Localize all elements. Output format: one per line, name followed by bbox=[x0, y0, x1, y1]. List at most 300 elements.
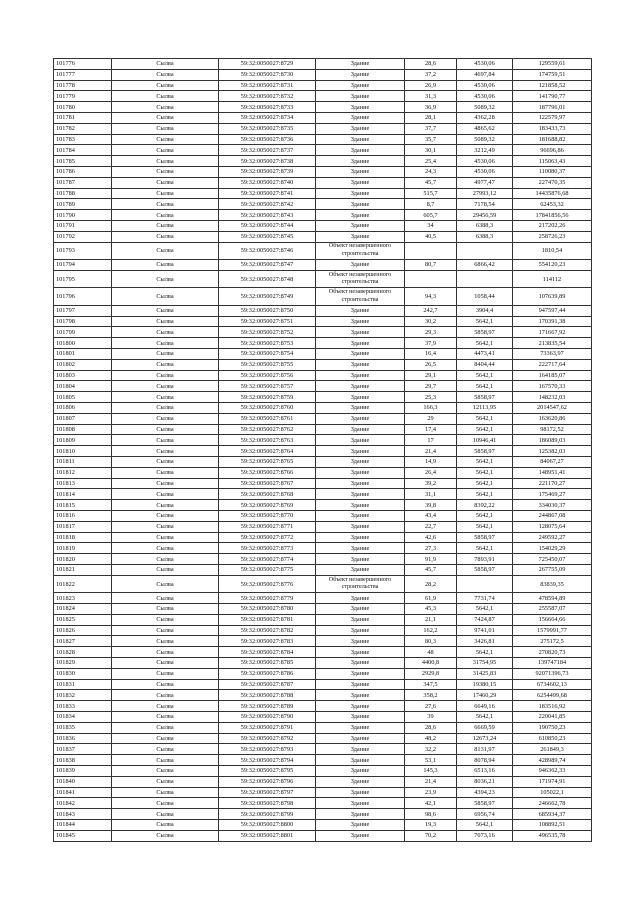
cadastral-number-cell: 59:32:0050027:8770 bbox=[219, 510, 316, 521]
row-number-cell: 101818 bbox=[54, 532, 112, 543]
locality-cell: Сылва bbox=[112, 625, 219, 636]
unit-value-cell: 5858,97 bbox=[457, 446, 513, 457]
locality-cell: Сылва bbox=[112, 424, 219, 435]
document-page bbox=[53, 58, 591, 842]
cadastral-number-cell: 59:32:0050027:8765 bbox=[219, 457, 316, 468]
row-number-cell: 101829 bbox=[54, 658, 112, 669]
cadastral-value-cell: 478594,89 bbox=[513, 593, 592, 604]
unit-value-cell: 5642,1 bbox=[457, 424, 513, 435]
cadastral-number-cell: 59:32:0050027:8751 bbox=[219, 316, 316, 327]
row-number-cell: 101817 bbox=[54, 521, 112, 532]
area-cell: 4400,8 bbox=[405, 658, 457, 669]
cadastral-number-cell: 59:32:0050027:8767 bbox=[219, 478, 316, 489]
unit-value-cell: 4530,06 bbox=[457, 59, 513, 70]
table-row bbox=[54, 636, 592, 647]
object-type-cell: Здание bbox=[316, 766, 405, 777]
cadastral-value-cell: 725450,07 bbox=[513, 554, 592, 565]
row-number-cell: 101826 bbox=[54, 625, 112, 636]
unit-value-cell: 6388,3 bbox=[457, 220, 513, 231]
cadastral-number-cell: 59:32:0050027:8781 bbox=[219, 614, 316, 625]
cadastral-number-cell: 59:32:0050027:8739 bbox=[219, 166, 316, 177]
unit-value-cell: 17460,29 bbox=[457, 690, 513, 701]
cadastral-number-cell: 59:32:0050027:8756 bbox=[219, 370, 316, 381]
cadastral-value-cell: 84067,27 bbox=[513, 457, 592, 468]
table-row bbox=[54, 554, 592, 565]
object-type-cell: Здание bbox=[316, 424, 405, 435]
object-type-cell: Здание bbox=[316, 435, 405, 446]
row-number-cell: 101785 bbox=[54, 156, 112, 167]
table-row bbox=[54, 722, 592, 733]
area-cell: 2929,8 bbox=[405, 668, 457, 679]
object-type-cell: Здание bbox=[316, 809, 405, 820]
cadastral-value-table bbox=[53, 58, 592, 842]
cadastral-number-cell: 59:32:0050027:8762 bbox=[219, 424, 316, 435]
area-cell: 24,3 bbox=[405, 166, 457, 177]
cadastral-value-cell: 170391,38 bbox=[513, 316, 592, 327]
unit-value-cell: 6388,3 bbox=[457, 231, 513, 242]
table-row bbox=[54, 210, 592, 221]
row-number-cell: 101794 bbox=[54, 260, 112, 271]
row-number-cell: 101836 bbox=[54, 733, 112, 744]
object-type-cell: Здание bbox=[316, 679, 405, 690]
unit-value-cell: 5089,32 bbox=[457, 102, 513, 113]
object-type-cell: Здание bbox=[316, 80, 405, 91]
unit-value-cell: 5642,1 bbox=[457, 543, 513, 554]
row-number-cell: 101822 bbox=[54, 575, 112, 593]
row-number-cell: 101840 bbox=[54, 776, 112, 787]
table-row bbox=[54, 809, 592, 820]
area-cell: 242,7 bbox=[405, 305, 457, 316]
unit-value-cell: 5642,1 bbox=[457, 370, 513, 381]
cadastral-value-cell: 110080,37 bbox=[513, 166, 592, 177]
area-cell: 29,1 bbox=[405, 370, 457, 381]
row-number-cell: 101825 bbox=[54, 614, 112, 625]
object-type-cell: Здание bbox=[316, 381, 405, 392]
cadastral-value-cell: 129559,61 bbox=[513, 59, 592, 70]
locality-cell: Сылва bbox=[112, 766, 219, 777]
row-number-cell: 101813 bbox=[54, 478, 112, 489]
row-number-cell: 101805 bbox=[54, 392, 112, 403]
area-cell: 35,7 bbox=[405, 134, 457, 145]
object-type-cell: Здание bbox=[316, 701, 405, 712]
locality-cell: Сылва bbox=[112, 564, 219, 575]
cadastral-number-cell: 59:32:0050027:8737 bbox=[219, 145, 316, 156]
locality-cell: Сылва bbox=[112, 446, 219, 457]
table-row bbox=[54, 177, 592, 188]
table-row bbox=[54, 521, 592, 532]
row-number-cell: 101801 bbox=[54, 349, 112, 360]
cadastral-number-cell: 59:32:0050027:8798 bbox=[219, 798, 316, 809]
locality-cell: Сылва bbox=[112, 679, 219, 690]
area-cell: 80,3 bbox=[405, 636, 457, 647]
cadastral-number-cell: 59:32:0050027:8744 bbox=[219, 220, 316, 231]
locality-cell: Сылва bbox=[112, 593, 219, 604]
cadastral-value-cell: 947597,44 bbox=[513, 305, 592, 316]
object-type-cell: Здание bbox=[316, 231, 405, 242]
locality-cell: Сылва bbox=[112, 199, 219, 210]
locality-cell: Сылва bbox=[112, 755, 219, 766]
row-number-cell: 101803 bbox=[54, 370, 112, 381]
cadastral-value-cell: 154029,29 bbox=[513, 543, 592, 554]
row-number-cell: 101814 bbox=[54, 489, 112, 500]
cadastral-number-cell: 59:32:0050027:8748 bbox=[219, 270, 316, 288]
unit-value-cell: 5858,97 bbox=[457, 564, 513, 575]
table-row bbox=[54, 91, 592, 102]
unit-value-cell: 7073,16 bbox=[457, 830, 513, 841]
locality-cell: Сылва bbox=[112, 809, 219, 820]
table-row bbox=[54, 288, 592, 306]
object-type-cell: Здание bbox=[316, 199, 405, 210]
cadastral-number-cell: 59:32:0050027:8731 bbox=[219, 80, 316, 91]
locality-cell: Сылва bbox=[112, 467, 219, 478]
row-number-cell: 101788 bbox=[54, 188, 112, 199]
locality-cell: Сылва bbox=[112, 102, 219, 113]
area-cell: 91,9 bbox=[405, 554, 457, 565]
unit-value-cell: 6866,42 bbox=[457, 260, 513, 271]
row-number-cell: 101811 bbox=[54, 457, 112, 468]
locality-cell: Сылва bbox=[112, 327, 219, 338]
cadastral-number-cell: 59:32:0050027:8801 bbox=[219, 830, 316, 841]
locality-cell: Сылва bbox=[112, 370, 219, 381]
area-cell: 70,2 bbox=[405, 830, 457, 841]
row-number-cell: 101790 bbox=[54, 210, 112, 221]
locality-cell: Сылва bbox=[112, 359, 219, 370]
locality-cell: Сылва bbox=[112, 381, 219, 392]
row-number-cell: 101808 bbox=[54, 424, 112, 435]
table-row bbox=[54, 658, 592, 669]
cadastral-number-cell: 59:32:0050027:8742 bbox=[219, 199, 316, 210]
cadastral-value-cell: 246662,78 bbox=[513, 798, 592, 809]
object-type-cell: Здание bbox=[316, 500, 405, 511]
locality-cell: Сылва bbox=[112, 457, 219, 468]
object-type-cell: Здание bbox=[316, 776, 405, 787]
object-type-cell: Здание bbox=[316, 489, 405, 500]
locality-cell: Сылва bbox=[112, 744, 219, 755]
cadastral-number-cell: 59:32:0050027:8764 bbox=[219, 446, 316, 457]
cadastral-number-cell: 59:32:0050027:8766 bbox=[219, 467, 316, 478]
cadastral-value-cell: 183516,92 bbox=[513, 701, 592, 712]
locality-cell: Сылва bbox=[112, 210, 219, 221]
row-number-cell: 101834 bbox=[54, 712, 112, 723]
cadastral-value-cell: 217202,26 bbox=[513, 220, 592, 231]
locality-cell: Сылва bbox=[112, 316, 219, 327]
unit-value-cell: 5642,1 bbox=[457, 712, 513, 723]
cadastral-value-cell: 171974,91 bbox=[513, 776, 592, 787]
object-type-cell: Здание bbox=[316, 510, 405, 521]
cadastral-value-cell: 73363,97 bbox=[513, 349, 592, 360]
object-type-cell: Здание bbox=[316, 145, 405, 156]
cadastral-number-cell: 59:32:0050027:8760 bbox=[219, 403, 316, 414]
object-type-cell: Здание bbox=[316, 220, 405, 231]
locality-cell: Сылва bbox=[112, 403, 219, 414]
area-cell: 29,3 bbox=[405, 327, 457, 338]
area-cell: 45,7 bbox=[405, 177, 457, 188]
unit-value-cell: 19380,15 bbox=[457, 679, 513, 690]
object-type-cell: Здание bbox=[316, 690, 405, 701]
cadastral-number-cell: 59:32:0050027:8763 bbox=[219, 435, 316, 446]
cadastral-number-cell: 59:32:0050027:8799 bbox=[219, 809, 316, 820]
object-type-cell: Здание bbox=[316, 112, 405, 123]
table-row bbox=[54, 403, 592, 414]
locality-cell: Сылва bbox=[112, 91, 219, 102]
table-row bbox=[54, 744, 592, 755]
object-type-cell: Здание bbox=[316, 260, 405, 271]
object-type-cell: Здание bbox=[316, 744, 405, 755]
area-cell: 32,2 bbox=[405, 744, 457, 755]
cadastral-number-cell: 59:32:0050027:8784 bbox=[219, 647, 316, 658]
area-cell bbox=[405, 270, 457, 288]
cadastral-value-cell: 107639,89 bbox=[513, 288, 592, 306]
object-type-cell: Здание bbox=[316, 392, 405, 403]
row-number-cell: 101783 bbox=[54, 134, 112, 145]
object-type-cell bbox=[316, 270, 405, 288]
area-cell: 48 bbox=[405, 647, 457, 658]
cadastral-value-cell: 221170,27 bbox=[513, 478, 592, 489]
row-number-cell: 101833 bbox=[54, 701, 112, 712]
cadastral-number-cell: 59:32:0050027:8794 bbox=[219, 755, 316, 766]
cadastral-number-cell: 59:32:0050027:8792 bbox=[219, 733, 316, 744]
cadastral-value-cell: 275172,5 bbox=[513, 636, 592, 647]
table-row bbox=[54, 413, 592, 424]
cadastral-number-cell: 59:32:0050027:8800 bbox=[219, 820, 316, 831]
object-type-cell: Здание bbox=[316, 102, 405, 113]
table-row bbox=[54, 575, 592, 593]
cadastral-number-cell: 59:32:0050027:8780 bbox=[219, 604, 316, 615]
area-cell: 28,6 bbox=[405, 722, 457, 733]
cadastral-value-cell: 108892,51 bbox=[513, 820, 592, 831]
cadastral-number-cell: 59:32:0050027:8750 bbox=[219, 305, 316, 316]
locality-cell: Сылва bbox=[112, 145, 219, 156]
table-row bbox=[54, 701, 592, 712]
area-cell: 36,9 bbox=[405, 102, 457, 113]
cadastral-number-cell: 59:32:0050027:8779 bbox=[219, 593, 316, 604]
object-type-cell bbox=[316, 575, 405, 593]
cadastral-value-cell: 175469,27 bbox=[513, 489, 592, 500]
locality-cell: Сылва bbox=[112, 188, 219, 199]
object-type-cell: Здание bbox=[316, 188, 405, 199]
area-cell: 605,7 bbox=[405, 210, 457, 221]
table-row bbox=[54, 798, 592, 809]
table-row bbox=[54, 242, 592, 260]
area-cell: 61,9 bbox=[405, 593, 457, 604]
object-type-label: Объект незавершенного строительства bbox=[328, 576, 392, 591]
row-number-cell: 101821 bbox=[54, 564, 112, 575]
area-cell: 37,2 bbox=[405, 69, 457, 80]
unit-value-cell: 1058,44 bbox=[457, 288, 513, 306]
row-number-cell: 101799 bbox=[54, 327, 112, 338]
cadastral-value-cell: 2014547,62 bbox=[513, 403, 592, 414]
row-number-cell: 101784 bbox=[54, 145, 112, 156]
locality-cell: Сылва bbox=[112, 543, 219, 554]
cadastral-value-cell: 554120,23 bbox=[513, 260, 592, 271]
object-type-cell: Здание bbox=[316, 478, 405, 489]
cadastral-number-cell: 59:32:0050027:8747 bbox=[219, 260, 316, 271]
object-type-cell: Здание bbox=[316, 403, 405, 414]
row-number-cell: 101845 bbox=[54, 830, 112, 841]
locality-cell: Сылва bbox=[112, 614, 219, 625]
object-type-cell: Здание bbox=[316, 787, 405, 798]
table-row bbox=[54, 220, 592, 231]
unit-value-cell: 5642,1 bbox=[457, 521, 513, 532]
object-type-cell: Здание bbox=[316, 604, 405, 615]
unit-value-cell: 5642,1 bbox=[457, 467, 513, 478]
unit-value-cell: 4362,28 bbox=[457, 112, 513, 123]
area-cell: 48,2 bbox=[405, 733, 457, 744]
area-cell: 515,7 bbox=[405, 188, 457, 199]
unit-value-cell: 27993,12 bbox=[457, 188, 513, 199]
unit-value-cell: 4977,47 bbox=[457, 177, 513, 188]
object-type-cell: Здание bbox=[316, 413, 405, 424]
locality-cell: Сылва bbox=[112, 166, 219, 177]
cadastral-number-cell: 59:32:0050027:8797 bbox=[219, 787, 316, 798]
row-number-cell: 101795 bbox=[54, 270, 112, 288]
row-number-cell: 101800 bbox=[54, 338, 112, 349]
locality-cell: Сылва bbox=[112, 489, 219, 500]
locality-cell: Сылва bbox=[112, 112, 219, 123]
row-number-cell: 101806 bbox=[54, 403, 112, 414]
cadastral-value-cell: 98172,52 bbox=[513, 424, 592, 435]
unit-value-cell: 4865,62 bbox=[457, 123, 513, 134]
table-row bbox=[54, 647, 592, 658]
locality-cell: Сылва bbox=[112, 668, 219, 679]
table-row bbox=[54, 123, 592, 134]
object-type-cell: Здание bbox=[316, 532, 405, 543]
cadastral-number-cell: 59:32:0050027:8759 bbox=[219, 392, 316, 403]
area-cell: 28,2 bbox=[405, 575, 457, 593]
area-cell: 22,7 bbox=[405, 521, 457, 532]
locality-cell: Сылва bbox=[112, 413, 219, 424]
table-row bbox=[54, 156, 592, 167]
table-row bbox=[54, 381, 592, 392]
object-type-label: Объект незавершенного строительства bbox=[328, 289, 392, 303]
row-number-cell: 101798 bbox=[54, 316, 112, 327]
object-type-cell: Здание bbox=[316, 625, 405, 636]
table-row bbox=[54, 102, 592, 113]
unit-value-cell bbox=[457, 270, 513, 288]
cadastral-number-cell: 59:32:0050027:8740 bbox=[219, 177, 316, 188]
cadastral-value-cell: 244867,08 bbox=[513, 510, 592, 521]
cadastral-value-cell: 114112 bbox=[513, 270, 592, 288]
table-row bbox=[54, 604, 592, 615]
table-row bbox=[54, 510, 592, 521]
unit-value-cell: 31754,95 bbox=[457, 658, 513, 669]
object-type-cell: Здание bbox=[316, 564, 405, 575]
area-cell: 42,6 bbox=[405, 532, 457, 543]
locality-cell: Сылва bbox=[112, 554, 219, 565]
row-number-cell: 101812 bbox=[54, 467, 112, 478]
unit-value-cell: 5642,1 bbox=[457, 647, 513, 658]
cadastral-number-cell: 59:32:0050027:8783 bbox=[219, 636, 316, 647]
cadastral-value-cell: 174759,51 bbox=[513, 69, 592, 80]
area-cell: 145,3 bbox=[405, 766, 457, 777]
locality-cell: Сылва bbox=[112, 575, 219, 593]
cadastral-number-cell: 59:32:0050027:8785 bbox=[219, 658, 316, 669]
row-number-cell: 101844 bbox=[54, 820, 112, 831]
area-cell: 25,3 bbox=[405, 392, 457, 403]
cadastral-value-cell: 156664,66 bbox=[513, 614, 592, 625]
area-cell: 29 bbox=[405, 413, 457, 424]
area-cell: 31,1 bbox=[405, 489, 457, 500]
locality-cell: Сылва bbox=[112, 288, 219, 306]
area-cell: 31,3 bbox=[405, 91, 457, 102]
cadastral-value-cell: 6734602,13 bbox=[513, 679, 592, 690]
object-type-cell: Здание bbox=[316, 593, 405, 604]
area-cell: 39 bbox=[405, 712, 457, 723]
row-number-cell: 101831 bbox=[54, 679, 112, 690]
object-type-cell: Здание bbox=[316, 614, 405, 625]
cadastral-number-cell: 59:32:0050027:8738 bbox=[219, 156, 316, 167]
row-number-cell: 101793 bbox=[54, 242, 112, 260]
cadastral-number-cell: 59:32:0050027:8743 bbox=[219, 210, 316, 221]
object-type-cell: Здание bbox=[316, 359, 405, 370]
unit-value-cell: 12113,95 bbox=[457, 403, 513, 414]
row-number-cell: 101787 bbox=[54, 177, 112, 188]
area-cell: 16,4 bbox=[405, 349, 457, 360]
unit-value-cell: 8392,22 bbox=[457, 500, 513, 511]
cadastral-number-cell: 59:32:0050027:8790 bbox=[219, 712, 316, 723]
cadastral-value-cell: 1810,54 bbox=[513, 242, 592, 260]
unit-value-cell: 3212,49 bbox=[457, 145, 513, 156]
area-cell: 23,9 bbox=[405, 787, 457, 798]
table-row bbox=[54, 679, 592, 690]
table-row bbox=[54, 270, 592, 288]
row-number-cell: 101780 bbox=[54, 102, 112, 113]
cadastral-value-cell: 428989,74 bbox=[513, 755, 592, 766]
row-number-cell: 101781 bbox=[54, 112, 112, 123]
unit-value-cell bbox=[457, 575, 513, 593]
object-type-cell: Здание bbox=[316, 712, 405, 723]
cadastral-value-cell: 213835,54 bbox=[513, 338, 592, 349]
object-type-cell: Здание bbox=[316, 166, 405, 177]
object-type-cell: Здание bbox=[316, 647, 405, 658]
area-cell: 45,7 bbox=[405, 564, 457, 575]
area-cell: 98,6 bbox=[405, 809, 457, 820]
cadastral-number-cell: 59:32:0050027:8745 bbox=[219, 231, 316, 242]
cadastral-number-cell: 59:32:0050027:8732 bbox=[219, 91, 316, 102]
area-cell: 26,9 bbox=[405, 80, 457, 91]
row-number-cell: 101823 bbox=[54, 593, 112, 604]
row-number-cell: 101804 bbox=[54, 381, 112, 392]
cadastral-value-cell: 685934,37 bbox=[513, 809, 592, 820]
unit-value-cell: 6669,59 bbox=[457, 722, 513, 733]
table-row bbox=[54, 489, 592, 500]
locality-cell: Сылва bbox=[112, 830, 219, 841]
table-row bbox=[54, 424, 592, 435]
object-type-cell: Здание bbox=[316, 722, 405, 733]
area-cell: 26,4 bbox=[405, 467, 457, 478]
row-number-cell: 101841 bbox=[54, 787, 112, 798]
area-cell: 45,3 bbox=[405, 604, 457, 615]
row-number-cell: 101810 bbox=[54, 446, 112, 457]
row-number-cell: 101819 bbox=[54, 543, 112, 554]
cadastral-number-cell: 59:32:0050027:8771 bbox=[219, 521, 316, 532]
area-cell: 53,1 bbox=[405, 755, 457, 766]
cadastral-value-cell: 115063,43 bbox=[513, 156, 592, 167]
cadastral-value-cell: 334030,37 bbox=[513, 500, 592, 511]
area-cell: 39,8 bbox=[405, 500, 457, 511]
cadastral-number-cell: 59:32:0050027:8791 bbox=[219, 722, 316, 733]
cadastral-value-cell: 141790,77 bbox=[513, 91, 592, 102]
object-type-cell: Здание bbox=[316, 543, 405, 554]
area-cell: 94,3 bbox=[405, 288, 457, 306]
unit-value-cell: 5642,1 bbox=[457, 478, 513, 489]
object-type-cell bbox=[316, 288, 405, 306]
area-cell: 166,3 bbox=[405, 403, 457, 414]
row-number-cell: 101828 bbox=[54, 647, 112, 658]
table-row bbox=[54, 614, 592, 625]
unit-value-cell: 4530,06 bbox=[457, 166, 513, 177]
object-type-cell: Здание bbox=[316, 658, 405, 669]
